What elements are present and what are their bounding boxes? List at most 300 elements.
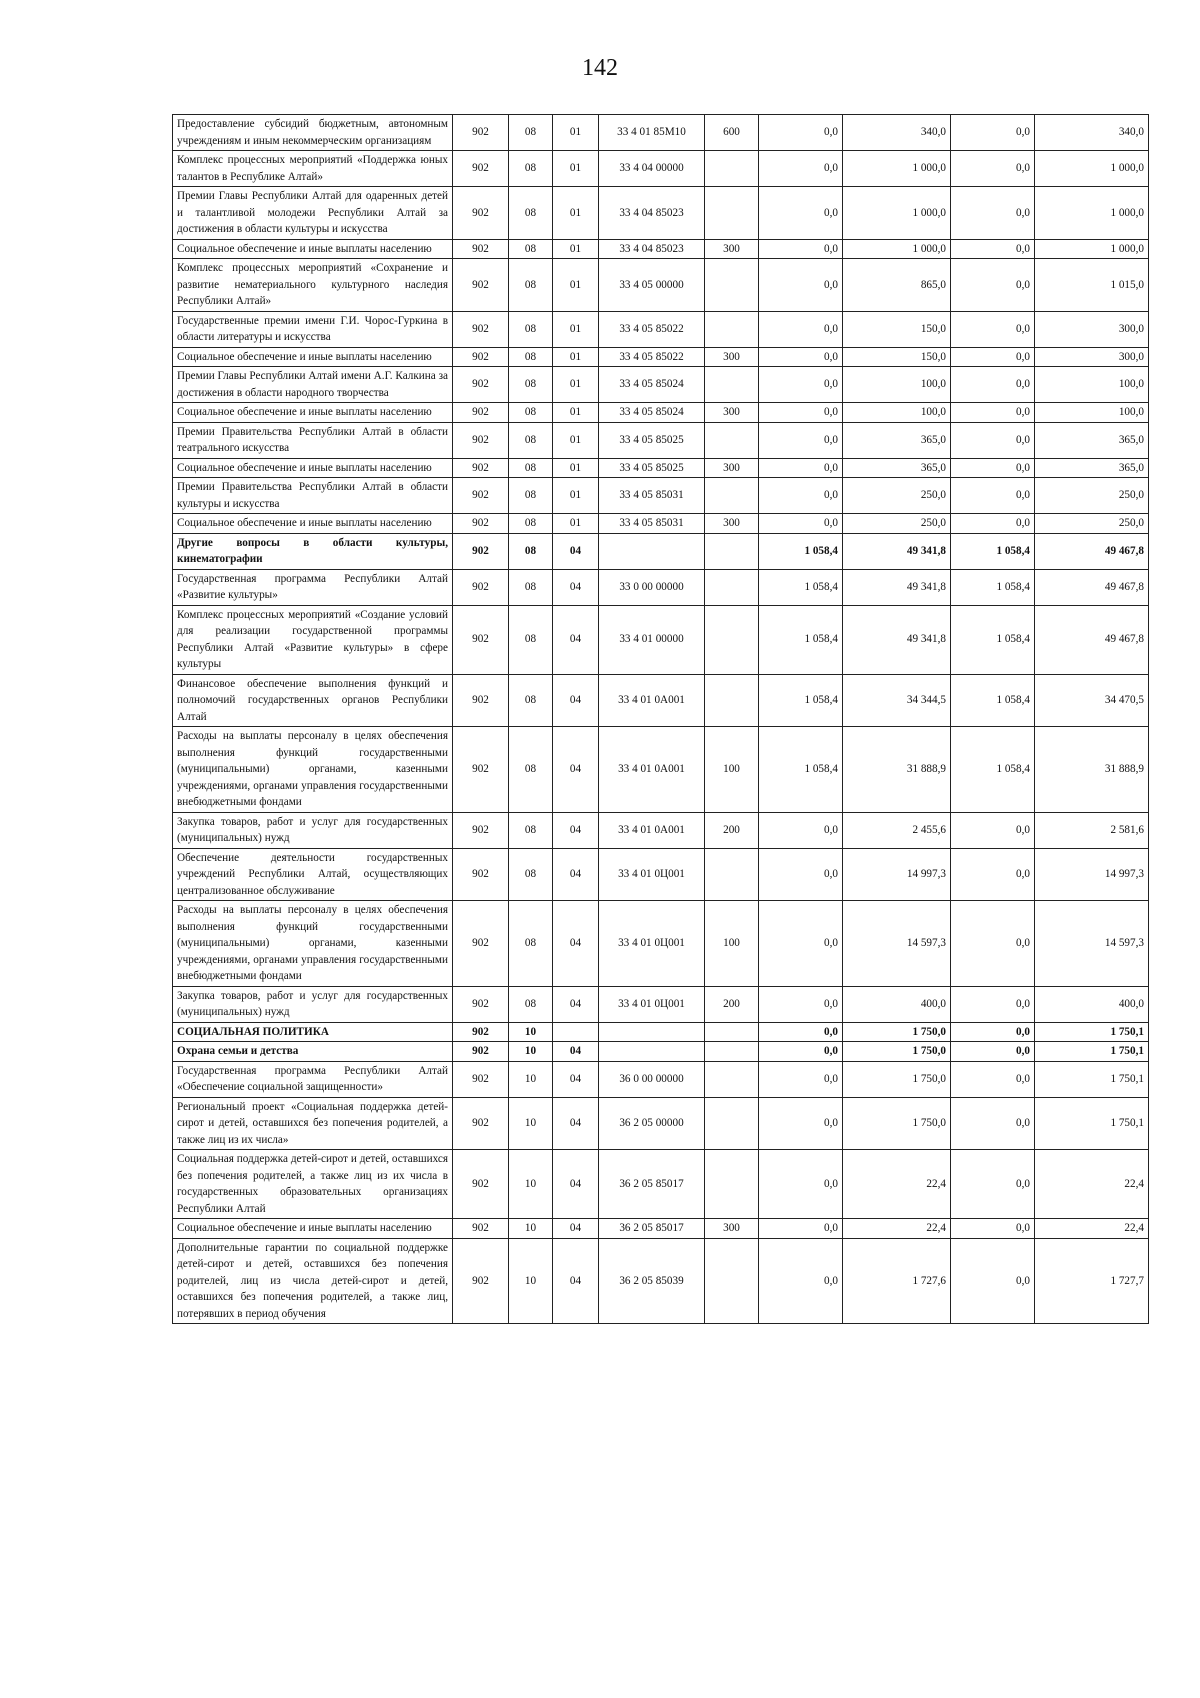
row-name: Закупка товаров, работ и услуг для государственных (муниципальных) нужд	[173, 812, 453, 848]
amount-3: 0,0	[951, 1219, 1035, 1239]
amount-2: 340,0	[843, 115, 951, 151]
subsection-code: 01	[553, 259, 599, 312]
section-code: 08	[509, 848, 553, 901]
amount-4: 31 888,9	[1035, 727, 1149, 813]
amount-1: 0,0	[759, 1219, 843, 1239]
row-name: Дополнительные гарантии по социальной поддержке детей-сирот и детей, оставшихся без попечения родителей, лиц из числа детей-сирот и детей, оставшихся без попечения родителей, а также лиц, потерявших в период обучения	[173, 1238, 453, 1324]
row-name: Социальное обеспечение и иные выплаты населению	[173, 1219, 453, 1239]
table-row	[173, 1022, 1149, 1042]
subsection-code: 01	[553, 187, 599, 240]
subsection-code	[553, 1022, 599, 1042]
section-code: 08	[509, 115, 553, 151]
grbs-code: 902	[453, 151, 509, 187]
target-article-code: 36 2 05 85039	[599, 1238, 705, 1324]
expense-type-code: 300	[705, 403, 759, 423]
amount-1: 0,0	[759, 367, 843, 403]
target-article-code: 33 4 05 85031	[599, 478, 705, 514]
expense-type-code	[705, 1150, 759, 1219]
expense-type-code: 300	[705, 514, 759, 534]
amount-3: 0,0	[951, 1042, 1035, 1062]
amount-4: 340,0	[1035, 115, 1149, 151]
expense-type-code	[705, 422, 759, 458]
amount-3: 0,0	[951, 403, 1035, 423]
section-code: 08	[509, 812, 553, 848]
target-article-code: 33 0 00 00000	[599, 569, 705, 605]
section-code: 08	[509, 533, 553, 569]
amount-3: 1 058,4	[951, 533, 1035, 569]
table-row	[173, 533, 1149, 569]
row-name: Другие вопросы в области культуры, кинематографии	[173, 533, 453, 569]
expense-type-code: 200	[705, 812, 759, 848]
row-name: Государственные премии имени Г.И. Чорос-Гуркина в области литературы и искусства	[173, 311, 453, 347]
amount-2: 100,0	[843, 367, 951, 403]
grbs-code: 902	[453, 187, 509, 240]
target-article-code: 33 4 04 85023	[599, 187, 705, 240]
expense-type-code	[705, 367, 759, 403]
row-name: СОЦИАЛЬНАЯ ПОЛИТИКА	[173, 1022, 453, 1042]
section-code: 10	[509, 1022, 553, 1042]
expense-type-code	[705, 848, 759, 901]
target-article-code: 33 4 01 85М10	[599, 115, 705, 151]
table-row	[173, 1219, 1149, 1239]
amount-4: 250,0	[1035, 514, 1149, 534]
amount-4: 365,0	[1035, 422, 1149, 458]
expense-type-code	[705, 605, 759, 674]
amount-4: 2 581,6	[1035, 812, 1149, 848]
subsection-code: 04	[553, 569, 599, 605]
grbs-code: 902	[453, 1042, 509, 1062]
amount-2: 100,0	[843, 403, 951, 423]
target-article-code: 33 4 01 0Ц001	[599, 901, 705, 987]
amount-1: 0,0	[759, 478, 843, 514]
grbs-code: 902	[453, 986, 509, 1022]
section-code: 08	[509, 478, 553, 514]
target-article-code: 36 2 05 00000	[599, 1097, 705, 1150]
amount-1: 1 058,4	[759, 727, 843, 813]
grbs-code: 902	[453, 514, 509, 534]
target-article-code: 36 2 05 85017	[599, 1219, 705, 1239]
amount-1: 0,0	[759, 1022, 843, 1042]
table-row	[173, 812, 1149, 848]
grbs-code: 902	[453, 422, 509, 458]
grbs-code: 902	[453, 901, 509, 987]
amount-3: 0,0	[951, 1022, 1035, 1042]
grbs-code: 902	[453, 239, 509, 259]
target-article-code: 33 4 05 85024	[599, 367, 705, 403]
subsection-code: 04	[553, 1097, 599, 1150]
amount-2: 1 750,0	[843, 1042, 951, 1062]
row-name: Расходы на выплаты персоналу в целях обеспечения выполнения функций государственными (муниципальными) органами, казенными учреждениями, органами управления государственными внебюджетными фондами	[173, 727, 453, 813]
amount-2: 49 341,8	[843, 569, 951, 605]
amount-1: 0,0	[759, 1042, 843, 1062]
subsection-code: 04	[553, 812, 599, 848]
subsection-code: 01	[553, 151, 599, 187]
section-code: 08	[509, 986, 553, 1022]
table-row	[173, 1150, 1149, 1219]
target-article-code: 33 4 05 85022	[599, 347, 705, 367]
section-code: 08	[509, 367, 553, 403]
amount-2: 34 344,5	[843, 674, 951, 727]
table-row	[173, 514, 1149, 534]
amount-1: 0,0	[759, 812, 843, 848]
amount-2: 1 750,0	[843, 1061, 951, 1097]
table-row	[173, 1097, 1149, 1150]
subsection-code: 04	[553, 848, 599, 901]
target-article-code	[599, 1042, 705, 1062]
target-article-code: 36 2 05 85017	[599, 1150, 705, 1219]
expense-type-code	[705, 1042, 759, 1062]
row-name: Обеспечение деятельности государственных учреждений Республики Алтай, осуществляющих централизованное обслуживание	[173, 848, 453, 901]
amount-4: 1 750,1	[1035, 1061, 1149, 1097]
amount-2: 14 597,3	[843, 901, 951, 987]
row-name: Финансовое обеспечение выполнения функций и полномочий государственных органов Республики Алтай	[173, 674, 453, 727]
grbs-code: 902	[453, 569, 509, 605]
grbs-code: 902	[453, 605, 509, 674]
expense-type-code: 100	[705, 727, 759, 813]
amount-3: 0,0	[951, 1061, 1035, 1097]
table-row	[173, 1061, 1149, 1097]
amount-1: 0,0	[759, 1150, 843, 1219]
target-article-code: 33 4 01 0А001	[599, 812, 705, 848]
subsection-code: 04	[553, 605, 599, 674]
amount-4: 1 727,7	[1035, 1238, 1149, 1324]
target-article-code: 33 4 05 85024	[599, 403, 705, 423]
expense-type-code	[705, 569, 759, 605]
table-row	[173, 727, 1149, 813]
amount-1: 0,0	[759, 1238, 843, 1324]
grbs-code: 902	[453, 403, 509, 423]
table-row	[173, 901, 1149, 987]
target-article-code: 33 4 04 00000	[599, 151, 705, 187]
row-name: Закупка товаров, работ и услуг для государственных (муниципальных) нужд	[173, 986, 453, 1022]
amount-4: 100,0	[1035, 367, 1149, 403]
table-row	[173, 367, 1149, 403]
amount-3: 0,0	[951, 901, 1035, 987]
row-name: Предоставление субсидий бюджетным, автономным учреждениям и иным некоммерческим организациям	[173, 115, 453, 151]
amount-2: 150,0	[843, 311, 951, 347]
row-name: Охрана семьи и детства	[173, 1042, 453, 1062]
target-article-code	[599, 1022, 705, 1042]
expense-type-code: 200	[705, 986, 759, 1022]
section-code: 08	[509, 311, 553, 347]
table-row	[173, 347, 1149, 367]
amount-2: 365,0	[843, 458, 951, 478]
amount-3: 1 058,4	[951, 674, 1035, 727]
amount-4: 14 597,3	[1035, 901, 1149, 987]
section-code: 10	[509, 1042, 553, 1062]
subsection-code: 04	[553, 901, 599, 987]
expense-type-code: 300	[705, 239, 759, 259]
section-code: 08	[509, 727, 553, 813]
section-code: 08	[509, 239, 553, 259]
target-article-code: 33 4 04 85023	[599, 239, 705, 259]
section-code: 08	[509, 901, 553, 987]
amount-3: 0,0	[951, 259, 1035, 312]
amount-2: 22,4	[843, 1150, 951, 1219]
table-row	[173, 478, 1149, 514]
subsection-code: 04	[553, 1238, 599, 1324]
subsection-code: 01	[553, 403, 599, 423]
subsection-code: 04	[553, 727, 599, 813]
expense-type-code	[705, 478, 759, 514]
amount-2: 49 341,8	[843, 605, 951, 674]
row-name: Премии Главы Республики Алтай для одаренных детей и талантливой молодежи Республики Алтай за достижения в области культуры и искусства	[173, 187, 453, 240]
amount-2: 31 888,9	[843, 727, 951, 813]
amount-4: 1 000,0	[1035, 239, 1149, 259]
amount-1: 0,0	[759, 514, 843, 534]
amount-1: 0,0	[759, 422, 843, 458]
grbs-code: 902	[453, 115, 509, 151]
grbs-code: 902	[453, 1238, 509, 1324]
row-name: Социальное обеспечение и иные выплаты населению	[173, 239, 453, 259]
amount-2: 365,0	[843, 422, 951, 458]
expense-type-code: 300	[705, 458, 759, 478]
amount-1: 0,0	[759, 1097, 843, 1150]
target-article-code: 33 4 01 0А001	[599, 674, 705, 727]
section-code: 10	[509, 1061, 553, 1097]
section-code: 08	[509, 605, 553, 674]
amount-4: 1 000,0	[1035, 151, 1149, 187]
section-code: 08	[509, 403, 553, 423]
expense-type-code: 300	[705, 1219, 759, 1239]
grbs-code: 902	[453, 674, 509, 727]
target-article-code: 33 4 01 00000	[599, 605, 705, 674]
amount-2: 49 341,8	[843, 533, 951, 569]
section-code: 08	[509, 674, 553, 727]
table-row	[173, 458, 1149, 478]
amount-1: 0,0	[759, 259, 843, 312]
amount-4: 49 467,8	[1035, 569, 1149, 605]
amount-2: 1 727,6	[843, 1238, 951, 1324]
amount-4: 1 750,1	[1035, 1022, 1149, 1042]
expense-type-code: 300	[705, 347, 759, 367]
row-name: Премии Главы Республики Алтай имени А.Г. Калкина за достижения в области народного творчества	[173, 367, 453, 403]
amount-2: 1 750,0	[843, 1022, 951, 1042]
amount-4: 1 000,0	[1035, 187, 1149, 240]
row-name: Расходы на выплаты персоналу в целях обеспечения выполнения функций государственными (муниципальными) органами, казенными учреждениями, органами управления государственными внебюджетными фондами	[173, 901, 453, 987]
section-code: 08	[509, 187, 553, 240]
amount-2: 14 997,3	[843, 848, 951, 901]
target-article-code: 33 4 01 0А001	[599, 727, 705, 813]
table-row	[173, 986, 1149, 1022]
amount-3: 0,0	[951, 239, 1035, 259]
amount-3: 0,0	[951, 151, 1035, 187]
amount-2: 2 455,6	[843, 812, 951, 848]
row-name: Комплекс процессных мероприятий «Поддержка юных талантов в Республике Алтай»	[173, 151, 453, 187]
amount-4: 365,0	[1035, 458, 1149, 478]
section-code: 08	[509, 458, 553, 478]
amount-4: 1 750,1	[1035, 1042, 1149, 1062]
target-article-code: 36 0 00 00000	[599, 1061, 705, 1097]
subsection-code: 01	[553, 514, 599, 534]
grbs-code: 902	[453, 311, 509, 347]
grbs-code: 902	[453, 347, 509, 367]
target-article-code	[599, 533, 705, 569]
amount-4: 14 997,3	[1035, 848, 1149, 901]
amount-4: 49 467,8	[1035, 533, 1149, 569]
table-row	[173, 1238, 1149, 1324]
amount-3: 1 058,4	[951, 605, 1035, 674]
grbs-code: 902	[453, 812, 509, 848]
target-article-code: 33 4 05 85025	[599, 422, 705, 458]
row-name: Социальная поддержка детей-сирот и детей, оставшихся без попечения родителей, а также лиц из их числа в государственных образовательных организациях Республики Алтай	[173, 1150, 453, 1219]
amount-3: 0,0	[951, 458, 1035, 478]
amount-4: 300,0	[1035, 311, 1149, 347]
expense-type-code	[705, 259, 759, 312]
row-name: Премии Правительства Республики Алтай в области культуры и искусства	[173, 478, 453, 514]
table-row	[173, 187, 1149, 240]
amount-1: 0,0	[759, 901, 843, 987]
table-row	[173, 311, 1149, 347]
amount-1: 0,0	[759, 187, 843, 240]
amount-1: 1 058,4	[759, 569, 843, 605]
subsection-code: 01	[553, 239, 599, 259]
amount-1: 1 058,4	[759, 605, 843, 674]
amount-1: 0,0	[759, 239, 843, 259]
subsection-code: 01	[553, 458, 599, 478]
subsection-code: 01	[553, 311, 599, 347]
target-article-code: 33 4 05 85031	[599, 514, 705, 534]
amount-4: 400,0	[1035, 986, 1149, 1022]
table-row	[173, 1042, 1149, 1062]
row-name: Социальное обеспечение и иные выплаты населению	[173, 347, 453, 367]
amount-1: 0,0	[759, 311, 843, 347]
table-row	[173, 848, 1149, 901]
amount-3: 1 058,4	[951, 727, 1035, 813]
subsection-code: 04	[553, 674, 599, 727]
amount-4: 1 015,0	[1035, 259, 1149, 312]
amount-4: 250,0	[1035, 478, 1149, 514]
expense-type-code	[705, 151, 759, 187]
amount-2: 400,0	[843, 986, 951, 1022]
section-code: 08	[509, 514, 553, 534]
target-article-code: 33 4 05 85022	[599, 311, 705, 347]
grbs-code: 902	[453, 727, 509, 813]
amount-1: 0,0	[759, 403, 843, 423]
subsection-code: 01	[553, 422, 599, 458]
subsection-code: 04	[553, 1150, 599, 1219]
section-code: 08	[509, 347, 553, 367]
amount-2: 1 000,0	[843, 151, 951, 187]
table-row	[173, 605, 1149, 674]
amount-3: 0,0	[951, 514, 1035, 534]
target-article-code: 33 4 01 0Ц001	[599, 986, 705, 1022]
section-code: 08	[509, 259, 553, 312]
grbs-code: 902	[453, 848, 509, 901]
expense-type-code	[705, 1097, 759, 1150]
amount-4: 100,0	[1035, 403, 1149, 423]
table-row	[173, 403, 1149, 423]
amount-1: 0,0	[759, 347, 843, 367]
amount-4: 34 470,5	[1035, 674, 1149, 727]
subsection-code: 04	[553, 986, 599, 1022]
amount-2: 1 000,0	[843, 187, 951, 240]
table-row	[173, 151, 1149, 187]
amount-4: 300,0	[1035, 347, 1149, 367]
grbs-code: 902	[453, 1097, 509, 1150]
amount-3: 0,0	[951, 422, 1035, 458]
subsection-code: 04	[553, 1219, 599, 1239]
amount-2: 1 000,0	[843, 239, 951, 259]
expense-type-code: 600	[705, 115, 759, 151]
grbs-code: 902	[453, 478, 509, 514]
expense-type-code	[705, 1061, 759, 1097]
amount-2: 250,0	[843, 478, 951, 514]
expense-type-code	[705, 674, 759, 727]
section-code: 10	[509, 1238, 553, 1324]
expense-type-code	[705, 1022, 759, 1042]
amount-1: 0,0	[759, 115, 843, 151]
subsection-code: 01	[553, 367, 599, 403]
amount-1: 0,0	[759, 1061, 843, 1097]
grbs-code: 902	[453, 1150, 509, 1219]
row-name: Региональный проект «Социальная поддержка детей-сирот и детей, оставшихся без попечения родителей, а также лиц из их числа»	[173, 1097, 453, 1150]
expense-type-code	[705, 311, 759, 347]
amount-3: 0,0	[951, 187, 1035, 240]
expense-type-code: 100	[705, 901, 759, 987]
amount-3: 0,0	[951, 1150, 1035, 1219]
amount-4: 1 750,1	[1035, 1097, 1149, 1150]
expense-type-code	[705, 1238, 759, 1324]
section-code: 08	[509, 151, 553, 187]
row-name: Комплекс процессных мероприятий «Сохранение и развитие нематериального культурного наследия Республики Алтай»	[173, 259, 453, 312]
subsection-code: 01	[553, 478, 599, 514]
amount-2: 250,0	[843, 514, 951, 534]
amount-1: 1 058,4	[759, 674, 843, 727]
amount-3: 0,0	[951, 311, 1035, 347]
amount-4: 22,4	[1035, 1150, 1149, 1219]
grbs-code: 902	[453, 367, 509, 403]
subsection-code: 04	[553, 533, 599, 569]
row-name: Социальное обеспечение и иные выплаты населению	[173, 514, 453, 534]
amount-2: 865,0	[843, 259, 951, 312]
amount-1: 0,0	[759, 458, 843, 478]
amount-1: 0,0	[759, 151, 843, 187]
grbs-code: 902	[453, 1061, 509, 1097]
table-row	[173, 259, 1149, 312]
expense-type-code	[705, 533, 759, 569]
table-row	[173, 239, 1149, 259]
grbs-code: 902	[453, 458, 509, 478]
amount-3: 0,0	[951, 986, 1035, 1022]
grbs-code: 902	[453, 533, 509, 569]
amount-3: 0,0	[951, 1238, 1035, 1324]
target-article-code: 33 4 05 00000	[599, 259, 705, 312]
section-code: 10	[509, 1219, 553, 1239]
amount-4: 49 467,8	[1035, 605, 1149, 674]
expense-type-code	[705, 187, 759, 240]
row-name: Государственная программа Республики Алтай «Развитие культуры»	[173, 569, 453, 605]
grbs-code: 902	[453, 1219, 509, 1239]
table-row	[173, 569, 1149, 605]
amount-4: 22,4	[1035, 1219, 1149, 1239]
budget-table	[172, 114, 1149, 1324]
row-name: Комплекс процессных мероприятий «Создание условий для реализации государственной программы Республики Алтай «Развитие культуры» в сфере культуры	[173, 605, 453, 674]
amount-2: 150,0	[843, 347, 951, 367]
amount-1: 0,0	[759, 848, 843, 901]
page-number: 142	[582, 55, 618, 81]
table-row	[173, 115, 1149, 151]
amount-2: 22,4	[843, 1219, 951, 1239]
amount-3: 1 058,4	[951, 569, 1035, 605]
table-row	[173, 674, 1149, 727]
amount-3: 0,0	[951, 848, 1035, 901]
grbs-code: 902	[453, 259, 509, 312]
amount-2: 1 750,0	[843, 1097, 951, 1150]
subsection-code: 04	[553, 1061, 599, 1097]
section-code: 08	[509, 569, 553, 605]
subsection-code: 04	[553, 1042, 599, 1062]
